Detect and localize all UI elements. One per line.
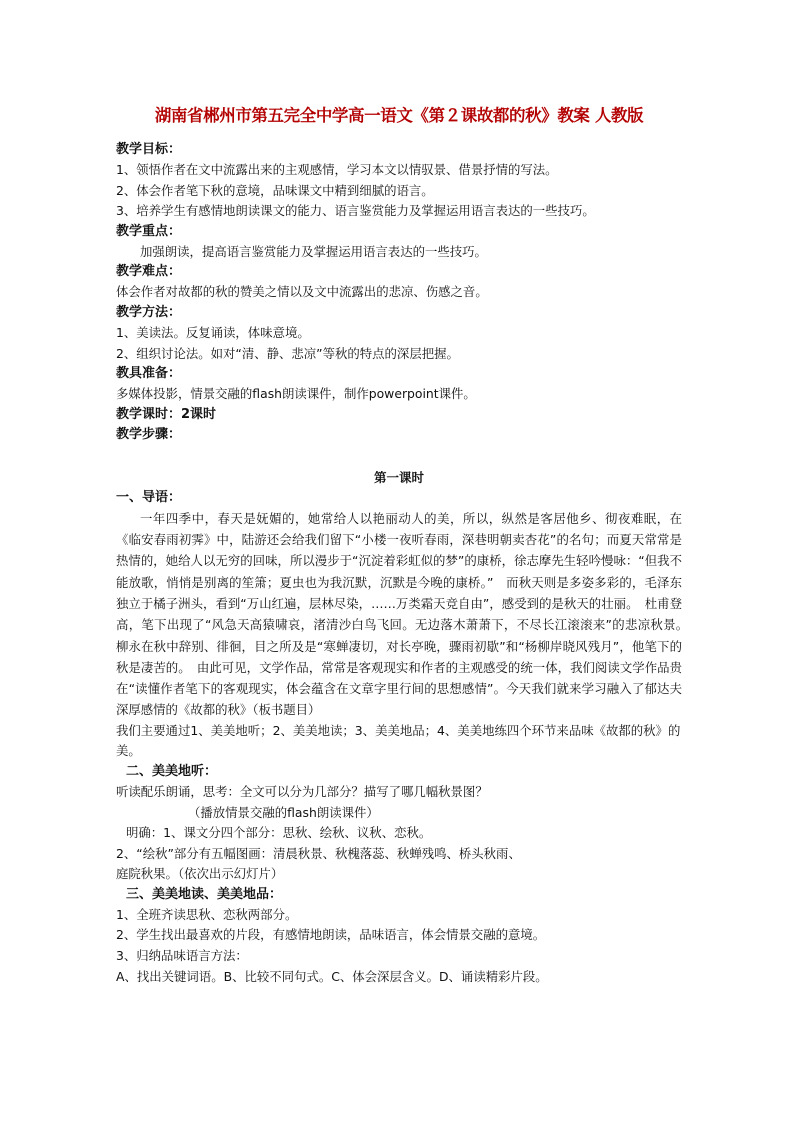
intro-tail: 我们主要通过1、美美地听；2、美美地读；3、美美地品；4、美美地练四个环节来品味《故都的秋》的美。 bbox=[116, 722, 681, 759]
section-read-title: 三、美美地读、美美地品： bbox=[126, 886, 283, 902]
goal-item: 2、体会作者笔下秋的意境，品味课文中精到细腻的语言。 bbox=[116, 182, 434, 198]
paint-text-2: 庭院秋果。（依次出示幻灯片） bbox=[116, 866, 284, 882]
lesson-title: 第一课时 bbox=[373, 469, 424, 485]
section-listen-title: 二、美美地听： bbox=[126, 763, 218, 779]
heading-goals: 教学目标： bbox=[116, 142, 182, 157]
read-item: A、找出关键词语。B、比较不同句式。C、体会深层含义。D、诵读精彩片段。 bbox=[116, 968, 548, 984]
listen-note: （播放情景交融的flash朗读课件） bbox=[188, 804, 379, 820]
heading-methods: 教学方法： bbox=[116, 304, 182, 320]
clarify-text: 明确：1、课文分四个部分：思秋、绘秋、议秋、恋秋。 bbox=[126, 825, 432, 841]
intro-paragraph: 一年四季中，春天是妩媚的，她常给人以艳丽动人的美，所以，纵然是客居他乡、彻夜难眠，在《临安春雨初霁》中，陆游还会给我们留下“小楼一夜听春雨，深巷明朝卖杏花”的名句；而夏天常常是热情的，她给人以无穷的回味，所以漫步于“沉淀着彩虹似的梦”的康桥，徐志摩先生轻吟慢咏：“但我不能放歌，悄悄是别离的笙箫；夏虫也为我沉默，沉默是今晚的康桥。” 而秋天则是多姿多彩的，毛泽东独立于橘子洲头，看到“万山红遍，层林尽染，……万类霜天竞自由”，感受到的是秋天的壮丽。 杜甫登高，笔下出现了“风急天高猿啸哀，渚清沙白鸟飞回。无边落木萧萧下，不尽长江滚滚来”的悲凉秋景。 柳永在秋中辞别、徘徊，目之所及是“寒蝉凄切，对长亭晚，骤雨初歇”和“杨柳岸晓风残月”，他笔下的秋是凄苦的。 由此可见，文学作品，常常是客观现实和作者的主观感受的统一体，我们阅读文学作品贵在“读懂作者笔下的客观现实，体会蕴含在文章字里行间的思想感情”。今天我们就来学习融入了郁达夫深厚感情的《故都的秋》（板书题目） bbox=[116, 510, 695, 718]
heading-hours: 教学课时：2课时 bbox=[116, 406, 217, 422]
spacer bbox=[116, 445, 682, 468]
heading-difficulties: 教学难点： bbox=[116, 264, 182, 280]
read-item: 1、全班齐读思秋、恋秋两部分。 bbox=[116, 906, 298, 922]
heading-key-points: 教学重点： bbox=[116, 223, 182, 239]
method-item: 2、组织讨论法。如对“清、静、悲凉”等秋的特点的深层把握。 bbox=[116, 345, 459, 361]
key-points-text: 加强朗读，提高语言鉴赏能力及掌握运用语言表达的一些技巧。 bbox=[140, 243, 487, 259]
difficulties-text: 体会作者对故都的秋的赞美之情以及文中流露出的悲凉、伤感之音。 bbox=[116, 284, 488, 300]
document-title: 湖南省郴州市第五完全中学高一语文《第２课故都的秋》教案 人教版 bbox=[154, 106, 644, 125]
document-page bbox=[116, 104, 695, 987]
goal-item: 1、领悟作者在文中流露出来的主观感情，学习本文以情驭景、借景抒情的写法。 bbox=[116, 162, 558, 177]
read-item: 2、学生找出最喜欢的片段，有感情地朗读，品味语言，体会情景交融的意境。 bbox=[116, 927, 546, 943]
heading-tools: 教具准备： bbox=[116, 366, 182, 382]
read-item: 3、归纳品味语言方法： bbox=[116, 948, 248, 964]
paint-text-1: 2、“绘秋”部分有五幅图画：清晨秋景、秋槐落蕊、秋蝉残鸣、桥头秋雨、 bbox=[116, 845, 521, 861]
listen-question: 听读配乐朗诵，思考：全文可以分为几部分？描写了哪几幅秋景图？ bbox=[116, 783, 488, 799]
heading-steps: 教学步骤： bbox=[116, 426, 182, 442]
method-item: 1、美读法。反复诵读，体味意境。 bbox=[116, 324, 310, 340]
tools-text: 多媒体投影，情景交融的flash朗读课件，制作powerpoint课件。 bbox=[116, 386, 476, 402]
goal-item: 3、培养学生有感情地朗读课文的能力、语言鉴赏能力及掌握运用语言表达的一些技巧。 bbox=[116, 203, 595, 219]
section-intro-title: 一、导语： bbox=[116, 489, 182, 505]
